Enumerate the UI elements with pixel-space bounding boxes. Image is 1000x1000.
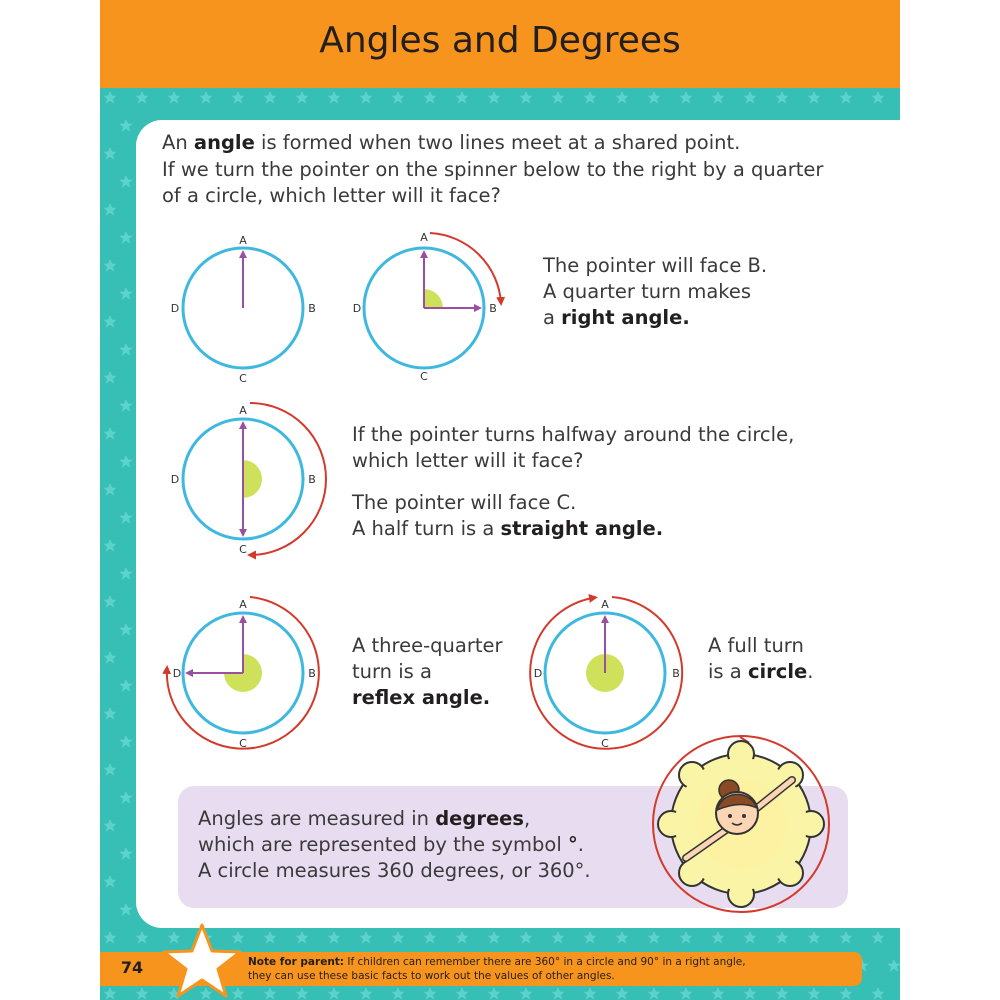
label-a: A (239, 598, 247, 611)
label-c: C (420, 370, 428, 383)
quarter-answer-line-2: A quarter turn makes (543, 280, 752, 303)
label-a: A (601, 598, 609, 611)
label-a: A (420, 231, 428, 244)
page-number: 74 (120, 958, 144, 977)
label-a: A (239, 234, 247, 247)
intro-line-3: of a circle, which letter will it face? (162, 184, 501, 207)
left-eye (728, 814, 732, 818)
intro-line-1: An angle is formed when two lines meet at a shared point. (162, 131, 741, 154)
three-quarter-line-3: reflex angle. (352, 686, 491, 709)
ballerina-illustration (640, 720, 840, 920)
quarter-answer-line-3: a right angle. (543, 306, 690, 329)
label-c: C (239, 543, 247, 556)
star-badge-icon (162, 922, 242, 1000)
three-quarter-line-2: turn is a (352, 660, 432, 683)
label-c: C (239, 737, 247, 750)
full-turn-line-1: A full turn (708, 634, 804, 657)
label-d: D (170, 473, 180, 486)
label-c: C (239, 372, 247, 385)
half-answer-line-1: The pointer will face C. (352, 491, 577, 514)
title-bar (100, 0, 900, 88)
info-line-2: which are represented by the symbol °. (198, 833, 584, 856)
intro-line-2: If we turn the pointer on the spinner below to the right by a quarter (162, 158, 824, 181)
parent-note: Note for parent: If children can remember there are 360° in a circle and 90° in a right angle, they can use these basic facts to work out the values of other angles. (248, 956, 746, 982)
half-question-line-1: If the pointer turns halfway around the circle, (352, 423, 795, 446)
label-c: C (601, 737, 609, 750)
info-line-1: Angles are measured in degrees, (198, 807, 531, 830)
workbook-page (100, 0, 900, 1000)
label-b: B (489, 302, 497, 315)
half-answer-line-2: A half turn is a straight angle. (352, 517, 664, 540)
label-d: D (170, 302, 180, 315)
label-b: B (308, 302, 316, 315)
label-b: B (308, 473, 316, 486)
info-line-3: A circle measures 360 degrees, or 360°. (198, 859, 591, 882)
label-d: D (533, 667, 543, 680)
full-turn-line-2: is a circle. (708, 660, 814, 683)
three-quarter-line-1: A three-quarter (352, 634, 503, 657)
quarter-answer-line-1: The pointer will face B. (543, 254, 768, 277)
page-title: Angles and Degrees (319, 20, 681, 61)
label-d: D (352, 302, 362, 315)
label-a: A (239, 404, 247, 417)
half-question-line-2: which letter will it face? (352, 449, 584, 472)
label-d: D (172, 667, 182, 680)
right-eye (742, 814, 746, 818)
label-b: B (308, 667, 316, 680)
label-b: B (672, 667, 680, 680)
